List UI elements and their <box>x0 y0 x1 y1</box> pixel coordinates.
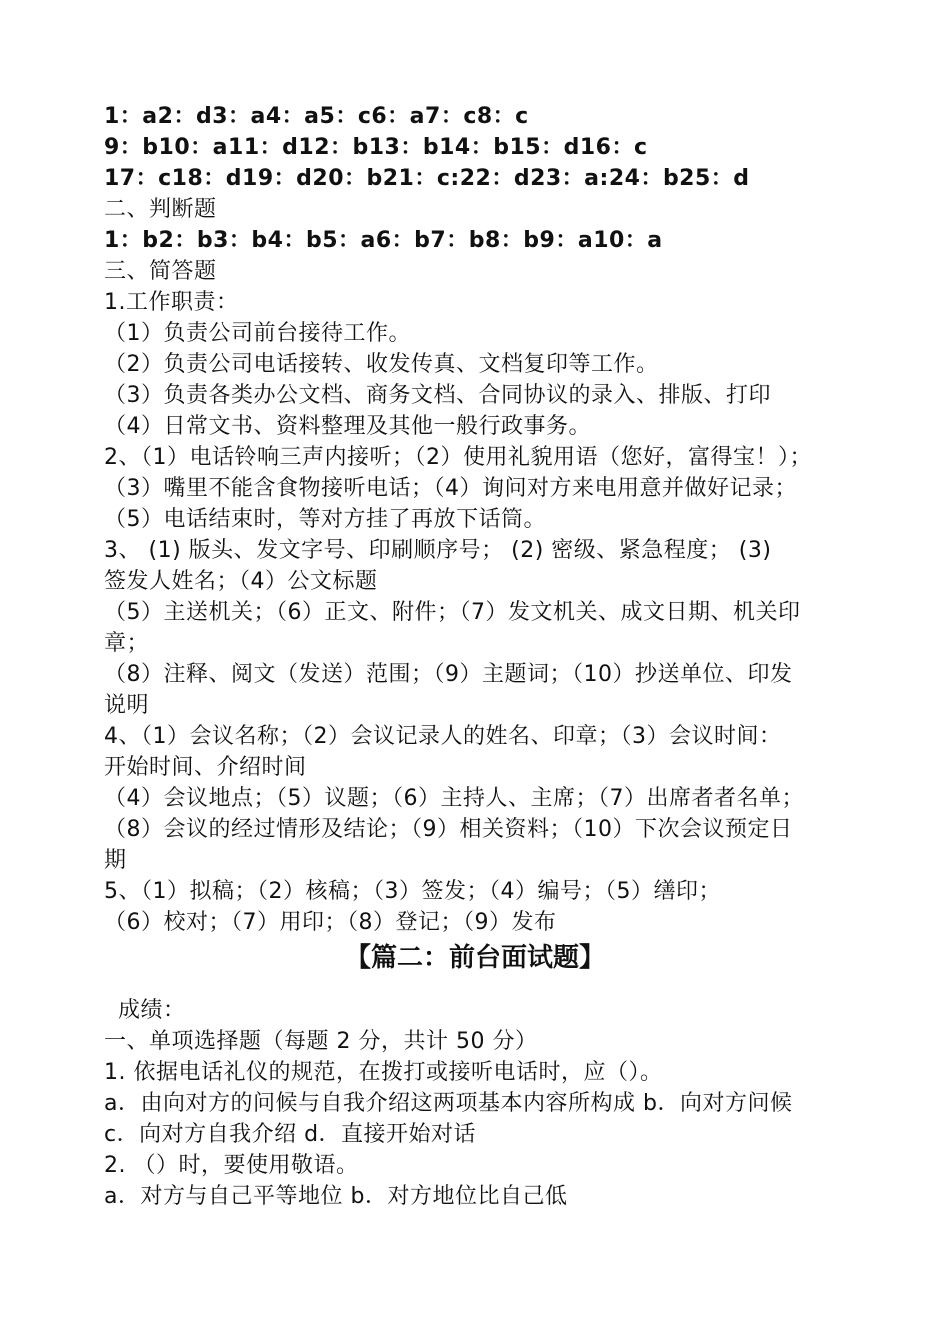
question-1-options-ab: a．由向对方的问候与自我介绍这两项基本内容所构成 b．向对方问候 <box>104 1091 793 1116</box>
answer-3-line-5: （8）注释、阅文（发送）范围；（9）主题词；（10）抄送单位、印发 <box>104 662 793 687</box>
answer-4-line-4: （8）会议的经过情形及结论；（9）相关资料；（10）下次会议预定日 <box>104 817 793 842</box>
answer-4-line-1: 4、（1）会议名称；（2）会议记录人的姓名、印章；（3）会议时间： <box>104 724 782 749</box>
spacer <box>104 978 864 995</box>
answer-2-line-1: 2、（1）电话铃响三声内接听；（2）使用礼貌用语（您好，富得宝！）； <box>104 445 812 470</box>
answer-4-line-2: 开始时间、介绍时间 <box>104 755 307 780</box>
section-single-choice-heading: 一、单项选择题（每题 2 分，共计 50 分） <box>104 1029 538 1054</box>
answer-1-item-4: （4）日常文书、资料整理及其他一般行政事务。 <box>104 414 591 439</box>
question-2: 2. （）时，要使用敬语。 <box>104 1153 359 1178</box>
answer-line-1: 1：a2：d3：a4：a5：c6：a7：c8：c <box>104 104 529 129</box>
section-short-answer-heading: 三、简答题 <box>104 259 217 284</box>
answer-4-line-3: （4）会议地点；（5）议题；（6）主持人、主席；（7）出席者者名单； <box>104 786 804 811</box>
question-2-options-ab: a．对方与自己平等地位 b．对方地位比自己低 <box>104 1184 568 1209</box>
answer-1-item-3: （3）负责各类办公文档、商务文档、合同协议的录入、排版、打印 <box>104 383 771 408</box>
section-true-false-heading: 二、判断题 <box>104 197 217 222</box>
answer-3-line-1: 3、 (1) 版头、发文字号、印刷顺序号； (2) 密级、紧急程度； (3) <box>104 538 772 563</box>
question-1-options-cd: c．向对方自我介绍 d．直接开始对话 <box>104 1122 477 1147</box>
answer-2-line-2: （3）嘴里不能含食物接听电话；（4）询问对方来电用意并做好记录； <box>104 476 797 501</box>
answer-line-2: 9：b10：a11：d12：b13：b14：b15：d16：c <box>104 135 648 160</box>
document-body <box>104 101 864 1212</box>
score-label: 成绩： <box>118 998 186 1023</box>
answer-1-item-1: （1）负责公司前台接待工作。 <box>104 321 411 346</box>
answer-3-line-6: 说明 <box>104 693 150 718</box>
answer-5-line-2: （6）校对；（7）用印；（8）登记；（9）发布 <box>104 910 557 935</box>
section-heading: 【篇二：前台面试题】 <box>344 943 605 973</box>
answer-3-line-2: 签发人姓名；（4）公文标题 <box>104 569 378 594</box>
answer-3-line-4: 章； <box>104 631 150 656</box>
answer-2-line-3: （5）电话结束时，等对方挂了再放下话筒。 <box>104 507 546 532</box>
true-false-answers: 1：b2：b3：b4：b5：a6：b7：b8：b9：a10：a <box>104 228 663 253</box>
answer-1-item-2: （2）负责公司电话接转、收发传真、文档复印等工作。 <box>104 352 659 377</box>
answer-1-title: 1.工作职责： <box>104 290 239 315</box>
answer-3-line-3: （5）主送机关；（6）正文、附件；（7）发文机关、成文日期、机关印 <box>104 600 801 625</box>
answer-5-line-1: 5、（1）拟稿；（2）核稿；（3）签发；（4）编号；（5）缮印； <box>104 879 721 904</box>
answer-line-3: 17：c18：d19：d20：b21：c:22：d23：a:24：b25：d <box>104 166 750 191</box>
answer-4-line-5: 期 <box>104 848 127 873</box>
question-1: 1. 依据电话礼仪的规范，在拨打或接听电话时，应（）。 <box>104 1060 663 1085</box>
